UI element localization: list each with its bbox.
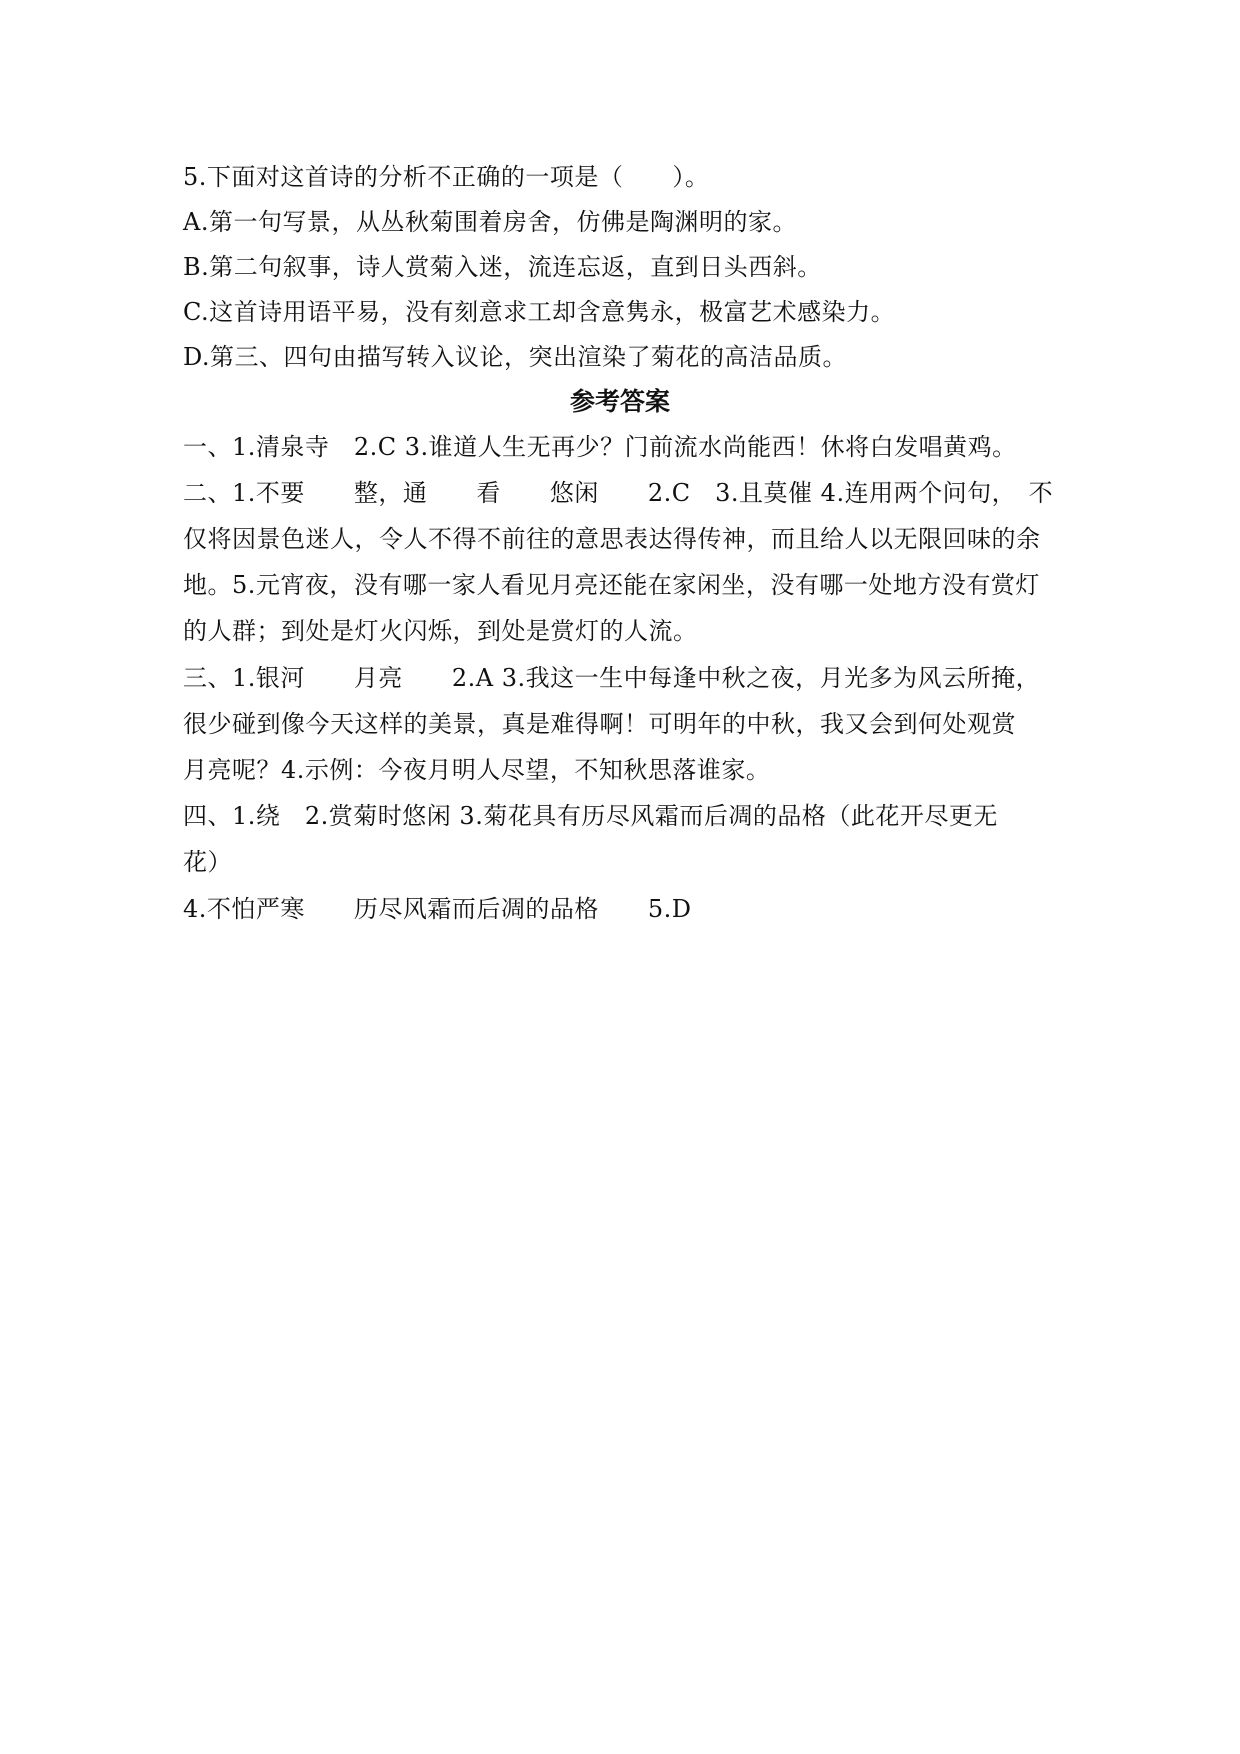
option-d: D.第三、四句由描写转入议论，突出渲染了菊花的高洁品质。 bbox=[183, 343, 848, 371]
answer-line: 二、1.不要 整，通 看 悠闲 2.C 3.且莫催 4.连用两个问句， 不 bbox=[183, 479, 1054, 507]
answer-line: 地。5.元宵夜，没有哪一家人看见月亮还能在家闲坐，没有哪一处地方没有赏灯 bbox=[183, 571, 1040, 599]
answer-line: 仅将因景色迷人，令人不得不前往的意思表达得传神，而且给人以无限回味的余 bbox=[183, 525, 1041, 553]
answer-line: 月亮呢？4.示例：今夜月明人尽望，不知秋思落谁家。 bbox=[183, 756, 771, 784]
answer-line: 三、1.银河 月亮 2.A 3.我这一生中每逢中秋之夜，月光多为风云所掩， bbox=[183, 664, 1041, 692]
answer-line: 花） bbox=[183, 848, 232, 876]
answer-line: 的人群；到处是灯火闪烁，到处是赏灯的人流。 bbox=[183, 617, 698, 645]
question-stem: 5.下面对这首诗的分析不正确的一项是（ ）。 bbox=[183, 163, 710, 191]
answer-line: 4.不怕严寒 历尽风霜而后凋的品格 5.D bbox=[183, 895, 692, 923]
option-c: C.这首诗用语平易，没有刻意求工却含意隽永，极富艺术感染力。 bbox=[183, 298, 896, 326]
answer-line: 一、1.清泉寺 2.C 3.谁道人生无再少？门前流水尚能西！休将白发唱黄鸡。 bbox=[183, 433, 1017, 461]
answer-line: 很少碰到像今天这样的美景，真是难得啊！可明年的中秋，我又会到何处观赏 bbox=[183, 710, 1016, 738]
option-a: A.第一句写景，从丛秋菊围着房舍，仿佛是陶渊明的家。 bbox=[183, 208, 797, 236]
answers-heading: 参考答案 bbox=[569, 387, 670, 416]
answer-line: 四、1.绕 2.赏菊时悠闲 3.菊花具有历尽风霜而后凋的品格（此花开尽更无 bbox=[183, 802, 998, 830]
option-b: B.第二句叙事，诗人赏菊入迷，流连忘返，直到日头西斜。 bbox=[183, 253, 822, 281]
